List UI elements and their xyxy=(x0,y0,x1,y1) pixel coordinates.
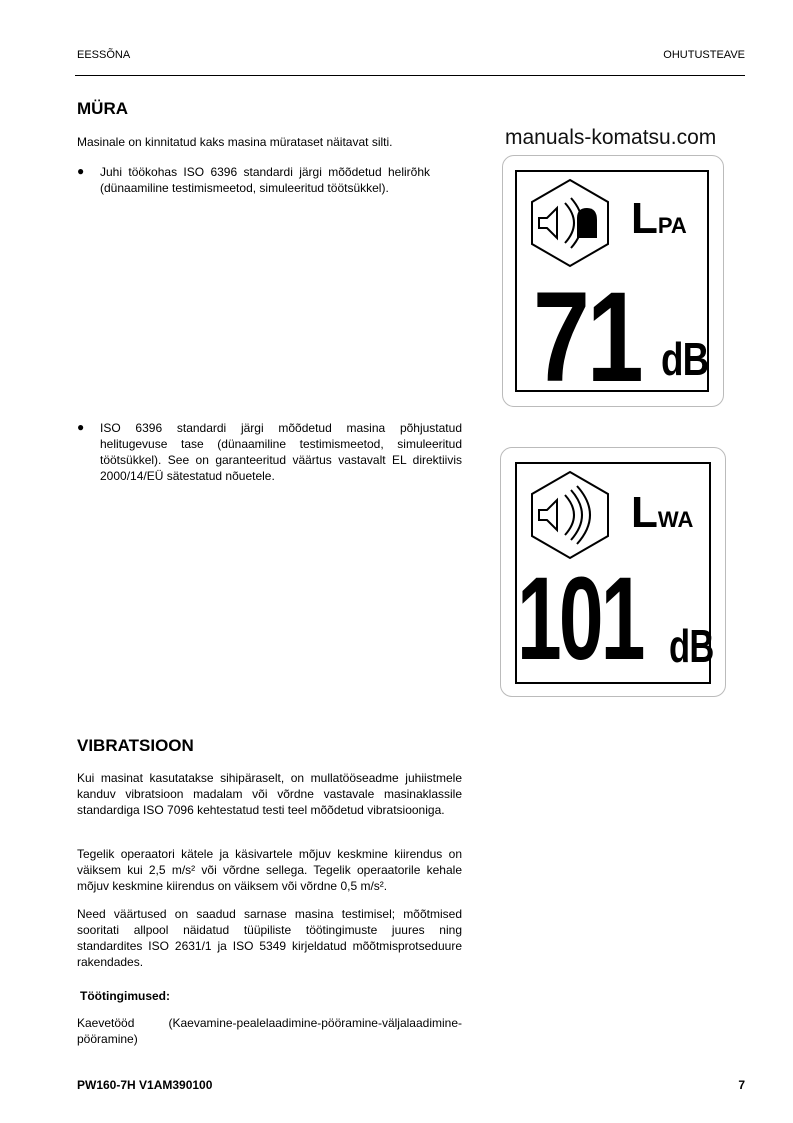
vibration-p1: Kui masinat kasutatakse sihipäraselt, on mullatööseadme juhiistmele kanduv vibratsioon madalam või võrdne vastavale masinaklassile standardiga ISO 7096 kehtestatud testi teel mõõdetud vibratsiooniga. xyxy=(77,771,462,817)
lpa-value: 71 xyxy=(533,266,641,409)
noise-bullet-2: ISO 6396 standardi järgi mõõdetud masina põhjustatud helitugevuse tase (dünaamiline testimismeetod, simuleeritud töötsükkel). See on garanteeritud väärtus vastavalt EL direktiivis 2000/14/EÜ sätestatud nõuetele. xyxy=(100,421,462,483)
noise-bullet-1: Juhi töökohas ISO 6396 standardi järgi mõõdetud helirõhk (dünaamiline testimismeetod, simuleeritud töötsükkel). xyxy=(100,165,430,195)
header-right: OHUTUSTEAVE xyxy=(663,49,745,61)
noise-intro: Masinale on kinnitatud kaks masina mürataset näitavat silti. xyxy=(77,135,393,149)
header-rule xyxy=(75,75,745,76)
speaker-head-icon xyxy=(525,178,615,268)
sound-pressure-label xyxy=(502,155,724,407)
lpa-unit: dB xyxy=(661,333,709,385)
lwa-unit: dB xyxy=(669,620,714,672)
conditions-text: Kaevetööd (Kaevamine-pealelaadimine-pööramine-väljalaadimine-pööramine) xyxy=(77,1016,462,1046)
page-number: 7 xyxy=(738,1078,745,1092)
vibration-p2: Tegelik operaatori kätele ja käsivartele mõjuv keskmine kiirendus on väiksem kui 2,5 m/s² või võrdne sellega. Tegelik operaatorile kehale mõjuv keskmine kiirendus on väiksem või võrdne 0,5 m/s². xyxy=(77,847,462,893)
vibration-title: VIBRATSIOON xyxy=(77,736,194,755)
vibration-p3: Need väärtused on saadud sarnase masina testimisel; mõõtmised sooritati allpool näidatud tüüpiliste töötingimuste juures ning standardites ISO 2631/1 ja ISO 5349 kirjeldatud mõõtmisprotseduure rakendades. xyxy=(77,907,462,969)
noise-title: MÜRA xyxy=(77,99,128,118)
watermark: manuals-komatsu.com xyxy=(505,126,717,149)
lwa-value: 101 xyxy=(517,553,643,685)
footer-model: PW160-7H V1AM390100 xyxy=(77,1078,213,1092)
lpa-symbol: LPA xyxy=(631,194,687,243)
sound-power-label xyxy=(500,447,726,697)
header-left: EESSÕNA xyxy=(77,49,131,61)
bullet-icon: ● xyxy=(77,164,85,178)
lwa-symbol: LWA xyxy=(631,488,694,537)
bullet-icon: ● xyxy=(77,420,85,434)
conditions-title: Töötingimused: xyxy=(80,989,170,1003)
speaker-icon xyxy=(525,470,615,560)
